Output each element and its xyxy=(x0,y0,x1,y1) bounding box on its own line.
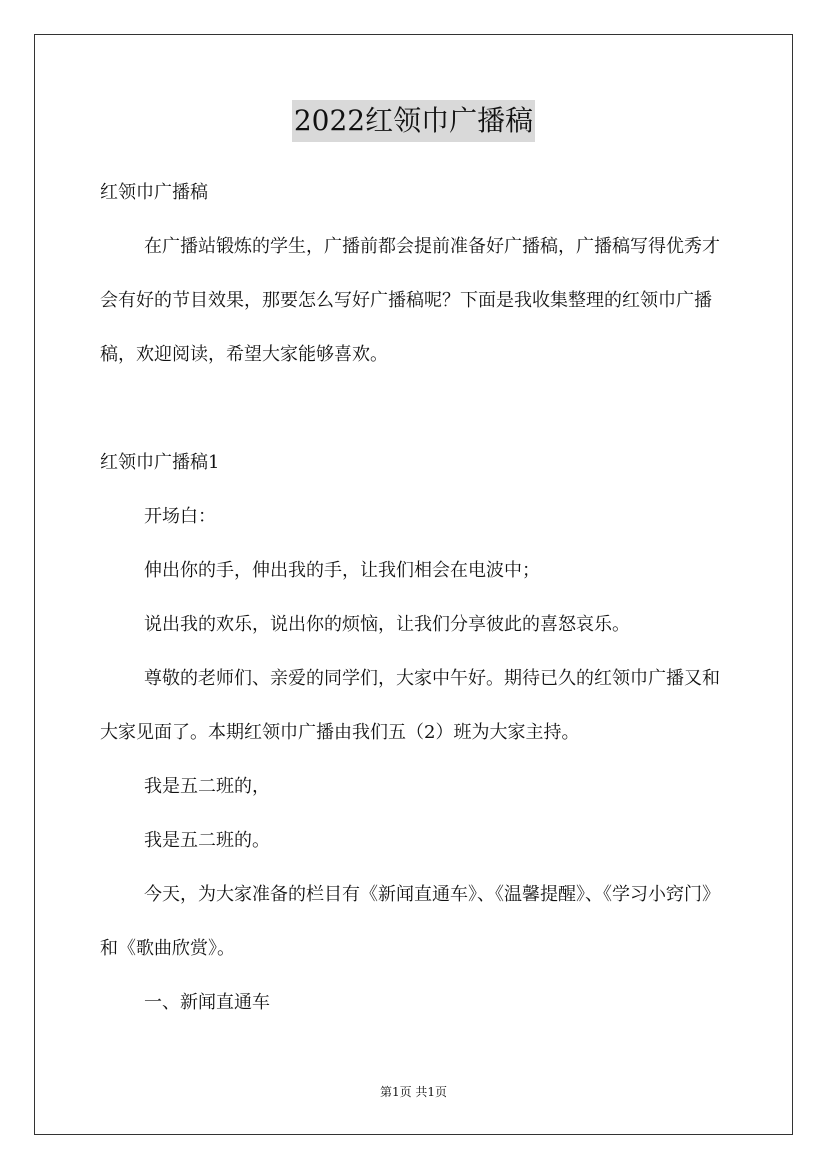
page-footer: 第1页 共1页 xyxy=(379,1085,448,1099)
body-paragraph: 我是五二班的。 xyxy=(144,830,270,851)
body-paragraph: 一、新闻直通车 xyxy=(144,992,270,1013)
document-title-text: 2022红领巾广播稿 xyxy=(292,100,535,142)
document-title xyxy=(0,100,827,142)
body-paragraph: 说出我的欢乐，说出你的烦恼，让我们分享彼此的喜怒哀乐。 xyxy=(144,614,630,635)
section-heading: 红领巾广播稿 xyxy=(100,182,208,203)
section-heading-1: 红领巾广播稿1 xyxy=(100,452,220,473)
body-paragraph: 开场白： xyxy=(144,506,216,527)
body-paragraph: 今天，为大家准备的栏目有《新闻直通车》、《温馨提醒》、《学习小窍门》和《歌曲欣赏》。 xyxy=(100,884,720,959)
intro-paragraph: 在广播站锻炼的学生，广播前都会提前准备好广播稿，广播稿写得优秀才会有好的节目效果，那要怎么写好广播稿呢？下面是我收集整理的红领巾广播稿，欢迎阅读，希望大家能够喜欢。 xyxy=(100,236,720,365)
body-paragraph: 伸出你的手，伸出我的手，让我们相会在电波中； xyxy=(144,560,540,581)
body-paragraph: 我是五二班的， xyxy=(144,776,270,797)
body-paragraph: 尊敬的老师们、亲爱的同学们，大家中午好。期待已久的红领巾广播又和大家见面了。本期红领巾广播由我们五（2）班为大家主持。 xyxy=(100,668,720,743)
